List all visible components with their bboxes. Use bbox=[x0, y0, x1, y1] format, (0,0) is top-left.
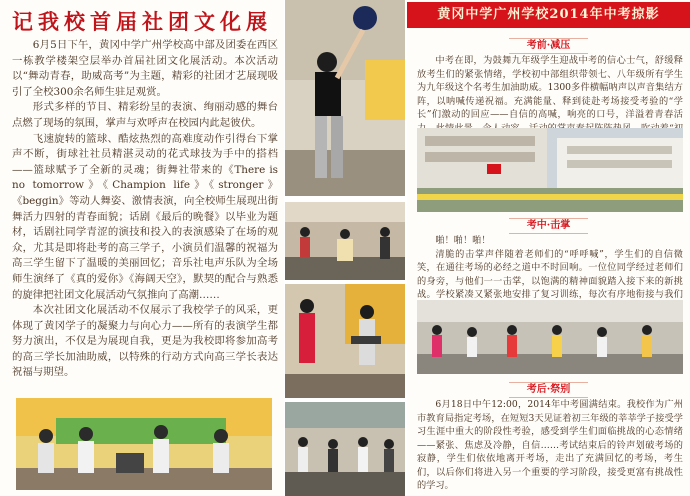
section-paragraph: 中考在即，为鼓舞九年级学生迎战中考的信心士气，舒缓释放考生们的紧张情绪，学校初中部组织带领七、八年级所有学生为九年级这个名考生加油助威。1300多件横幅呐声以声音集结方阵，以呐喊传递祝福。充满能量、释到徒赴考场接受考验的“学长”们激动的回应——自信的高喊，响亮的口号，洋溢着青春活 bbox=[417, 55, 683, 120]
left-paragraph-2: 形式多样的节目、精彩纷呈的表演、绚丽动感的舞台点燃了现场的氛围，掌声与欢呼声在校园内此起彼伏。 bbox=[12, 101, 278, 129]
section-label-text: 考后·祭别 bbox=[509, 382, 588, 398]
left-article-column bbox=[0, 0, 284, 496]
left-paragraph-3: 飞速旋转的篮球、酷炫热烈的高难度动作引得台下掌声不断，街球社社员精湛灵动的花式球技为手中的搭档——篮球赋予了全新的灵魂；街舞社带来的《There is no tomorrow》《Champion life》《stronger》《beggin》等动人舞姿、激情表演，向全校师生展现出街舞活力四射的青春面貌；话剧《最后的晚餐》以毕业为题材，话剧社同学青涩的演技和投入的表演感染了在场的观众，尤其是即将赴考的高三学子，小演员们温馨的祝福为高三学生留下了温暖的美丽回忆；音乐社电声乐队为全场师生演绎了《真的爱你》《海阔天空》，默契的配合与熟悉的旋律把社团文化展活动气氛推向了高潮…… bbox=[12, 132, 278, 301]
right-article-title: 黄冈中学广州学校2014年中考掠影 bbox=[407, 2, 690, 28]
campus-rally-photo bbox=[417, 128, 683, 212]
left-paragraph-4: 本次社团文化展活动不仅展示了我校学子的风采，更体现了黄冈学子的凝聚力与向心力——所有的表演学生都努力演出，不仅是为展现自我，更是为我校即将参加高考的高三学长加油助威，以特殊的行动方式向高三学长表达祝福与期望。 bbox=[12, 304, 278, 379]
left-article-title: 记我校首届社团文化展 bbox=[12, 9, 272, 34]
basketball-photo bbox=[285, 0, 405, 196]
band-performance-photo bbox=[16, 398, 272, 490]
left-paragraph-1: 6月5日下午，黄冈中学广州学校高中部及团委在西区一栋教学楼架空层举办首届社团文化展活动。本次活动以“舞动青春，助威高考”为主题，精彩的社团才艺展现吸引了全校300余名师生驻足观赏。 bbox=[12, 39, 278, 98]
dance-photo bbox=[285, 202, 405, 280]
section-label-during-exam bbox=[407, 218, 690, 234]
section-label-text: 考中·击掌 bbox=[509, 218, 588, 234]
section-text-after-exam bbox=[417, 398, 683, 493]
section-label-text: 考前·减压 bbox=[509, 38, 588, 54]
section-label-after-exam bbox=[407, 382, 690, 398]
photo-column bbox=[285, 0, 405, 496]
section-heading: 啪！啪！啪！ bbox=[435, 235, 491, 246]
high-five-photo bbox=[417, 300, 683, 374]
music-club-photo bbox=[285, 284, 405, 398]
left-article-body bbox=[12, 38, 278, 381]
right-article-column bbox=[407, 0, 690, 496]
section-paragraph: 6月18日中午12:00，2014年中考圆满结束。我校作为广州市教育局指定考场，在短短3天见证着初三年级的莘莘学子接受学习生涯中重大的阶段性考验，感受到学生们面临挑战的心态情绪——紧张、焦虑及冷静，自信……考试结束后的铃声划破考场的寂静，学生们依依地离开考场，走出了充满回忆的考场，考生们，以后你们将进入另一个重要的学习阶段，接受更富有挑战性的学习。 bbox=[417, 399, 683, 491]
section-label-before-exam bbox=[407, 38, 690, 54]
audience-photo bbox=[285, 402, 405, 496]
section-paragraph: 清脆的击掌声伴随着老师们的“呼呼喊”，学生们的自信微笑，在通往考场的必经之道中不时回响。一位位同学经过老师们的身旁，与他们一一击掌，以饱满的精神面貌踏入接下来的新挑战。学校紧凑又紧张地安排了复习训练，每次有序地衔接与我们 bbox=[417, 248, 683, 300]
